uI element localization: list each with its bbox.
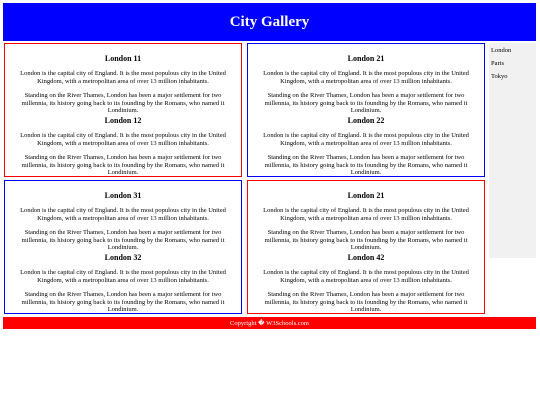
card-heading: London 12 [104, 116, 142, 125]
card-heading: London 11 [104, 54, 142, 63]
nav-item-paris[interactable]: Paris [491, 60, 504, 67]
card-paragraph: Standing on the River Thames, London has been a major settlement for two millennia, its history going back to its founding by the Romans, who named it Londinium. [264, 154, 468, 176]
card-paragraph: London is the capital city of England. It is the most populous city in the United Kingdom, with a metropolitan area of over 13 million inhabitants. [20, 207, 226, 222]
page-footer [3, 317, 536, 329]
page-header [3, 3, 536, 41]
card-heading: London 31 [104, 191, 142, 200]
card-heading: London 21 [347, 191, 385, 200]
city-card [4, 43, 242, 177]
card-heading: London 21 [347, 54, 385, 63]
card-paragraph: London is the capital city of England. It is the most populous city in the United Kingdom, with a metropolitan area of over 13 million inhabitants. [263, 207, 469, 222]
card-paragraph: London is the capital city of England. It is the most populous city in the United Kingdom, with a metropolitan area of over 13 million inhabitants. [20, 70, 226, 85]
card-paragraph: Standing on the River Thames, London has been a major settlement for two millennia, its history going back to its founding by the Romans, who named it Londinium. [21, 229, 225, 251]
card-paragraph: Standing on the River Thames, London has been a major settlement for two millennia, its history going back to its founding by the Romans, who named it Londinium. [21, 92, 225, 114]
card-paragraph: London is the capital city of England. It is the most populous city in the United Kingdom, with a metropolitan area of over 13 million inhabitants. [263, 70, 469, 85]
card-heading: London 22 [347, 116, 385, 125]
card-paragraph: Standing on the River Thames, London has been a major settlement for two millennia, its history going back to its founding by the Romans, who named it Londinium. [21, 154, 225, 176]
city-card [4, 180, 242, 314]
nav-item-tokyo[interactable]: Tokyo [491, 73, 508, 80]
city-nav [489, 43, 536, 258]
copyright-text: Copyright � W3Schools.com [230, 320, 309, 327]
card-heading: London 32 [104, 253, 142, 262]
card-paragraph: London is the capital city of England. It is the most populous city in the United Kingdom, with a metropolitan area of over 13 million inhabitants. [20, 132, 226, 147]
card-paragraph: London is the capital city of England. It is the most populous city in the United Kingdom, with a metropolitan area of over 13 million inhabitants. [263, 269, 469, 284]
city-card [247, 43, 485, 177]
card-paragraph: Standing on the River Thames, London has been a major settlement for two millennia, its history going back to its founding by the Romans, who named it Londinium. [264, 229, 468, 251]
city-card [247, 180, 485, 314]
card-paragraph: Standing on the River Thames, London has been a major settlement for two millennia, its history going back to its founding by the Romans, who named it Londinium. [264, 92, 468, 114]
card-heading: London 42 [347, 253, 385, 262]
card-paragraph: Standing on the River Thames, London has been a major settlement for two millennia, its history going back to its founding by the Romans, who named it Londinium. [264, 291, 468, 313]
card-paragraph: London is the capital city of England. It is the most populous city in the United Kingdom, with a metropolitan area of over 13 million inhabitants. [263, 132, 469, 147]
page-title: City Gallery [229, 13, 310, 30]
card-paragraph: London is the capital city of England. It is the most populous city in the United Kingdom, with a metropolitan area of over 13 million inhabitants. [20, 269, 226, 284]
card-paragraph: Standing on the River Thames, London has been a major settlement for two millennia, its history going back to its founding by the Romans, who named it Londinium. [21, 291, 225, 313]
nav-item-london[interactable]: London [491, 47, 512, 54]
